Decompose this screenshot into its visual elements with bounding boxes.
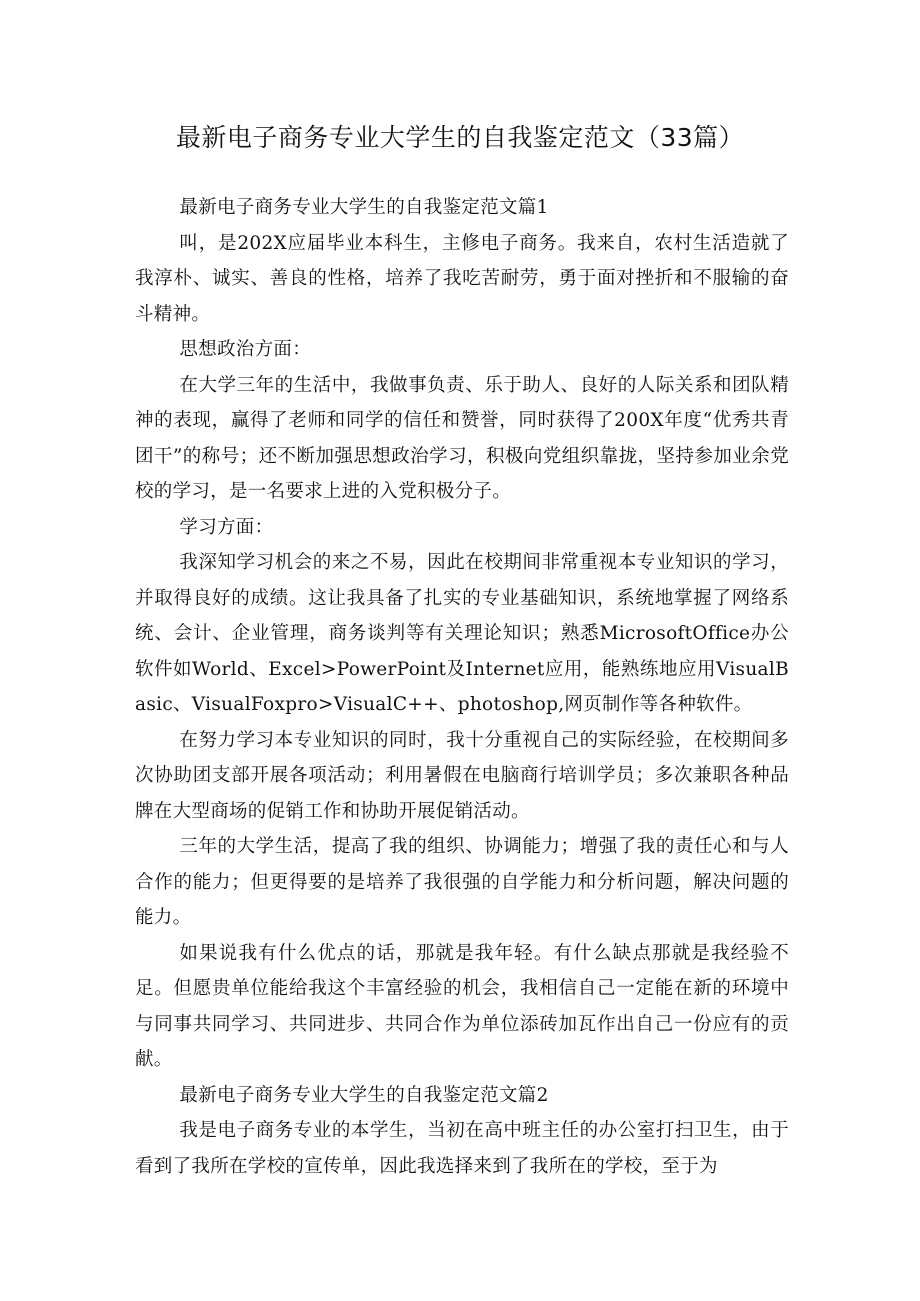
subheading-study: 学习方面： (179, 516, 274, 538)
paragraph-study: 我深知学习机会的来之不易，因此在校期间非常重视本专业知识的学习，并取得良好的成绩。这让我具备了扎实的专业基础知识，系统地掌握了网络系统、会计、企业管理，商务谈判等有关理论知识；熟悉MicrosoftOffice办公软件如World、Excel>PowerPoint及Internet应用，能熟练地应用VisualBasic、VisualFoxpro>VisualC++、photoshop,网页制作等各种软件。 (135, 552, 789, 715)
document-title: 最新电子商务专业大学生的自我鉴定范文（33篇） (175, 123, 745, 152)
paragraph-abilities: 三年的大学生活，提高了我的组织、协调能力；增强了我的责任心和与人合作的能力；但更得要的是培养了我很强的自学能力和分析问题，解决问题的能力。 (135, 836, 789, 928)
subheading-political: 思想政治方面： (179, 339, 311, 360)
section-heading-1: 最新电子商务专业大学生的自我鉴定范文篇1 (179, 197, 549, 218)
paragraph-section2-start: 我是电子商务专业的本学生，当初在高中班主任的办公室打扫卫生，由于看到了我所在学校的宣传单，因此我选择来到了我所在的学校，至于为 (135, 1120, 789, 1177)
paragraph-conclusion: 如果说我有什么优点的话，那就是我年轻。有什么缺点那就是我经验不足。但愿贵单位能给我这个丰富经验的机会，我相信自己一定能在新的环境中与同事共同学习、共同进步、共同合作为单位添砖加瓦作出自己一份应有的贡献。 (135, 942, 789, 1070)
paragraph-political: 在大学三年的生活中，我做事负责、乐于助人、良好的人际关系和团队精神的表现，赢得了老师和同学的信任和赞誉，同时获得了200X年度“优秀共青团干”的称号；还不断加强思想政治学习，积极向党组织靠拢，坚持参加业余党校的学习，是一名要求上进的入党积极分子。 (135, 374, 789, 502)
paragraph-experience: 在努力学习本专业知识的同时，我十分重视自己的实际经验，在校期间多次协助团支部开展各项活动；利用暑假在电脑商行培训学员；多次兼职各种品牌在大型商场的促销工作和协助开展促销活动。 (135, 729, 789, 822)
section-heading-2: 最新电子商务专业大学生的自我鉴定范文篇2 (179, 1084, 549, 1106)
paragraph-intro: 叫，是202X应届毕业本科生，主修电子商务。我来自，农村生活造就了我淳朴、诚实、善良的性格，培养了我吃苦耐劳，勇于面对挫折和不服输的奋斗精神。 (135, 232, 789, 325)
document-body (135, 190, 789, 1184)
